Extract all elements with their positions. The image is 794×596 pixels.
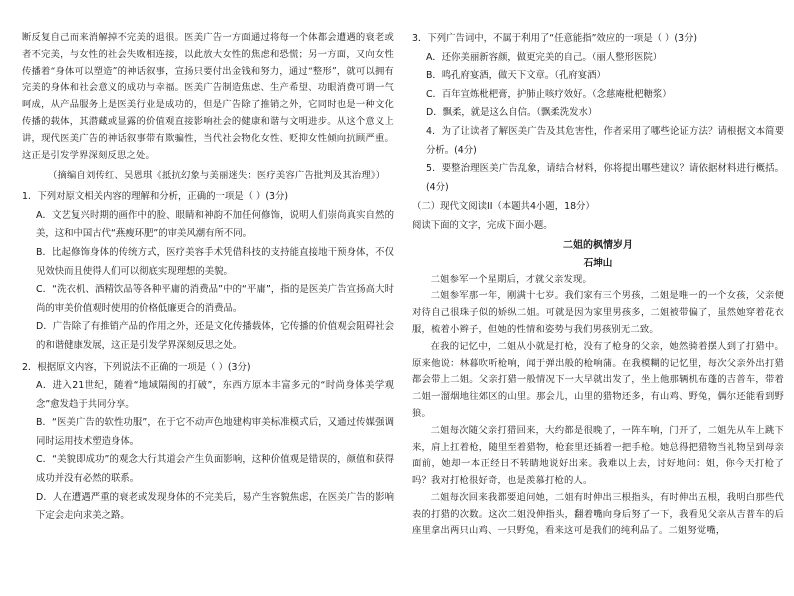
- option-a: A．文艺复兴时期的画作中的脸、眼睛和神韵不加任何修饰，说明人们崇尚真实自然的美，这和中国古代“燕瘦环肥”的审美风潮有所不同。: [36, 209, 394, 240]
- question-5: [412, 160, 784, 197]
- question-3: [412, 30, 784, 123]
- option-b: B．比起修饰身体的传统方式，医疗美容手术凭借科技的支持能直接地干预身体，不仅见效快而且使得人们可以彻底实现理想的美貌。: [36, 246, 394, 277]
- question-stem: 3．下列广告词中，不属于利用了“任意能指”效应的一项是（ ）(3分): [412, 33, 698, 44]
- right-column: [412, 30, 784, 590]
- option-d: D．广告除了有推销产品的作用之外，还是文化传播载体，它传播的价值观会阻碍社会的和谐健康发展，这正是引发学界深刻反思之处。: [36, 321, 394, 351]
- option-c: C．百年宣炼枇杷膏，护肺止咳疗效好。（念慈庵枇杷糖浆）: [426, 88, 672, 100]
- story-paragraph: 二姐每次回来我都要追问她，二姐有时伸出三根指头，有时伸出五根，我明白那些代表的打猎的次数。这次二姐没伸指头，翻着嘴向身后努了一下，我看见父亲从吉普车的后座里拿出两只山鸡、一只野兔，看来这可是我们的纯利品了。二姐努觉嘴，: [412, 491, 784, 537]
- option-d: D．人在遭遇严重的衰老或发现身体的不完美后，易产生容貌焦虑，在医美广告的影响下定会走向求美之路。: [36, 491, 394, 522]
- story-paragraph: 二姐每次随父亲打猎回来，大约都是很晚了，一阵车响，门开了，二姐先从车上跳下来，肩上扛着枪，随里至着猎物，枪套里还插着一把手枪。她总得把猎物当礼物呈到母亲面前，她却一本正经日不转睛地说好出来。我难以上去，讨好地问：姐，你今天打枪了吗？我对打枪很好奇，也是羡慕打枪的人。: [412, 424, 784, 487]
- option-a: A．进入21世纪，随着“地域隔阂的打破”，东西方原本丰富多元的“时尚身体美学观念”愈发趋于共同分享。: [36, 380, 394, 410]
- question-1: [22, 188, 394, 355]
- option-c: C．“洗衣机、酒精饮品等各种平庸的消费品”中的“平庸”，指的是医美广告宣扬高大时尚的审美价值观时使用的价格低廉更合的消费品。: [36, 284, 394, 314]
- question-stem: 2．根据原文内容，下列说法不正确的一项是（ ）(3分): [22, 361, 251, 373]
- story-paragraph: 在我的记忆中，二姐从小就是打枪，没有了枪身的父亲，她然骑着摆人到了打猎中。原来他说：林暮吹听枪响，闻于弹出般的枪响蒲。在我模糊的记忆里，每次父亲外出打猎都会带上二姐。父亲打猎一般情况下一大早就出发了，坐上他那辆机布蓬的吉普车，带着二姐一溜烟地往郊区的山里。那会儿，山里的猎物还多，有山鸡、野兔，偶尔还能看到野狼。: [412, 340, 784, 419]
- question-2: [22, 359, 394, 526]
- option-b: B．“医美广告的软性功服”，在于它不动声色地建构审美标准模式后，又通过传媒强调同时运用技术塑造身体。: [36, 417, 394, 447]
- option-a: A．还你美丽新容颜，做更完美的自己。（丽人整形医院）: [426, 51, 663, 63]
- passage-paragraph: 断反复自己而来消解掉不完美的退很。医美广告一方面通过将每一个体都会遭遇的衰老或者不完美，与女性的社会失败相连接，以此放大女性的焦虑和恐慌；另一方面，又向女性传播着“身体可以塑造”的神话叙事，宣扬只要付出金钱和努力，通过“整形”，就可以拥有完美的身体和社会意义的成功与幸福。医美广告制造焦虑、生产希望、功眼消费可谓一气呵成，从产品服务上是医美行业是成功的，但是广告除了推销之外，它同时也是一种文化传播的载体，其潜藏或显露的价值观直接影响社会的健康和谐与文明进步。从这个意义上讲，现代医美广告的神话叙事带有欺骗性，当代社会物化女性、贬抑女性倾向抗顾严重。这正是引发学界深刻反思之处。: [22, 32, 394, 161]
- story-title: 二姐的枫情岁月: [563, 239, 633, 251]
- reading-instruction: 阅读下面的文字，完成下面小题。: [412, 219, 553, 231]
- question-stem: 4．为了让读者了解医美广告及其危害性，作者采用了哪些论证方法？请根据文本简要分析。(4分): [426, 125, 784, 156]
- story-paragraph: 二姐参军那一年，刚满十七岁。我们家有三个男孩，二姐是唯一的一个女孩，父亲便对待自己很珠子似的娇纵二姐。可就是因为家里男孩多，二姐被带偏了，虽然她穿着花衣服，梳着小辫子，但她的性情和姿势与我们男孩别无二致。: [412, 290, 784, 335]
- question-stem: 1．下列对原文相关内容的理解和分析，正确的一项是（ ）(3分): [22, 191, 288, 203]
- question-stem: 5．要整治理医美广告乱象，请结合材料，你将提出哪些建议？请依据材料进行概括。(4分): [426, 163, 784, 193]
- story-author: 石坤山: [583, 257, 613, 269]
- left-column: [22, 30, 394, 590]
- option-b: B．鸣孔府宴酒，做天下文章。（孔府宴酒）: [426, 70, 606, 82]
- option-d: D．飘柔，就是这么自信。（飘柔洗发水）: [426, 107, 598, 119]
- question-4: [412, 123, 784, 160]
- section-heading: （二）现代文阅读II（本题共4小题，18分）: [412, 201, 595, 213]
- option-c: C．“美貌即成功”的观念大行其道会产生负面影响，这种价值观是错误的，颜值和获得成功并没有必然的联系。: [36, 454, 394, 485]
- story-paragraph: 二姐参军一个星期后，才就父亲发现。: [430, 273, 593, 285]
- citation: （摘编自刘传红、吴恩琪《抵抗幻象与美丽迷失：医疗美容广告批判及其治理》）: [48, 170, 386, 182]
